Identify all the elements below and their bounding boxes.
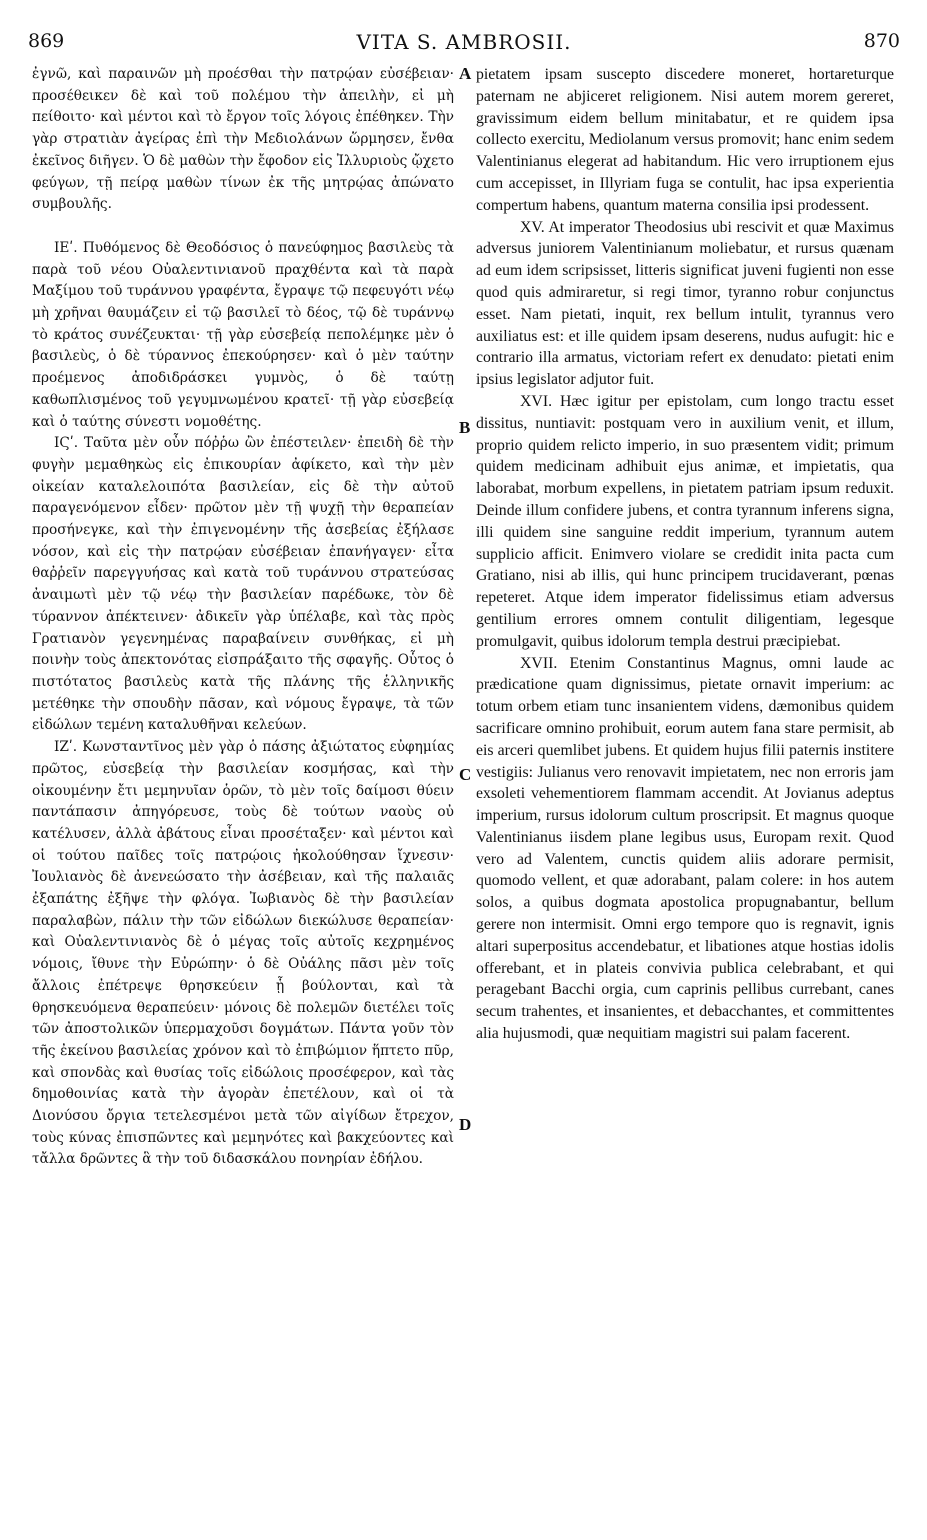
- greek-paragraph-1: ἐγνῶ, καὶ παραινῶν μὴ προέσθαι τὴν πατρῴαν εὐσέβειαν· προσέθεικεν δὲ καὶ τοῦ πολέμου τὴν ἀπειλὴν, εἰ μὴ πείθοιτο· καὶ μέντοι καὶ τὸ ἔργον τοῖς λόγοις ἐπέθηκεν. Τὴν γὰρ στρατιὰν ἀγείρας ἐπὶ τὴν Μεδιολάνων ὥρμησεν, ἔνθα ἐκεῖνος διῆγεν. Ὁ δὲ μαθὼν τὴν ἔφοδον εἰς Ἰλλυριοὺς ᾤχετο φεύγων, τῇ πείρᾳ μαθὼν τίνων ἐκ τῆς μητρῴας ἀπώνατο συμβουλῆς.: [32, 66, 454, 213]
- page-number-right: 870: [863, 30, 900, 52]
- latin-paragraph-16: XVI. Hæc igitur per epistolam, cum longo tractu esset dissitus, nuntiavit: postquam vero in auxilium venit, et illum, proprio quidem relicto imperio, in suo præsentem vidit; primum quidem medicinam adhibuit ejus animæ, et impietatis, qua laborabat, morbum expellens, in pietatem patriam ipsum reduxit. Deinde illum confidere jubens, et contra tyrannum inferens signa, illi quidem sine sanguine reddit imperium, tyrannum autem supplicio afficit. Enimvero violare se credidit inita pacta cum Gratiano, nisi ab illis, qui hunc principem trucidaverant, pœnas repeteret. Atque idem imperator fidelissimus etiam adversus gentilium errores omnem contulit diligentiam, legesque promulgavit, quibus idolorum templa destrui præcipiebat.: [476, 392, 894, 650]
- latin-paragraph-17: XVII. Etenim Constantinus Magnus, omni laude ac prædicatione quam dignissimus, pietate ornavit imperium: ac totum orbem etiam tunc insanientem videns, dæmonibus quidem sacrificare omnino prohibuit, eorum autem fana stare permisit, ab eis arceri quemlibet jubens. Et quidem hujus filii paternis institere vestigiis: Julianus vero renovavit impietatem, nec non erroris jam exsoleti vehementiorem flammam accendit. At Jovianus adeptus imperium, rursus idolorum cultum proscripsit. Et magnus quoque Valentinianus iisdem plane legibus usus, Europam rexit. Quod vero ad Valentem, cunctis quidem aliis adorare permisit, quomodo vellent, et quæ adorabant, palam colere: in hos autem solos, a quibus dogmata apostolica propugnabantur, bellum gerere non intermisit. Omni ergo tempore quo is regnavit, ignis altari superpositus accendebatur, et libationes atque hostias idolis offerebant, et in plateis convivia publica celebrabant, et qui peragebant Bacchi orgia, cum caprinis pellibus currebant, canes secum trahentes, et insanientes, et debacchantes, et committentes alia hujusmodi, quæ nequitiam magistri sui palam facerent.: [476, 654, 894, 1043]
- margin-letter-a: A: [459, 64, 472, 83]
- latin-column: [476, 64, 894, 1045]
- margin-letter-b: B: [459, 418, 471, 437]
- running-header: [28, 30, 900, 60]
- margin-letter-c: C: [459, 765, 472, 784]
- running-title: VITA S. AMBROSII.: [356, 30, 572, 54]
- page-number-left: 869: [28, 30, 65, 52]
- greek-paragraph-17: ΙΖʹ. Κωνσταντῖνος μὲν γὰρ ὁ πάσης ἀξιώτατος εὐφημίας πρῶτος, εὐσεβείᾳ τὴν βασιλείαν κοσμήσας, καὶ τὴν οἰκουμένην ἔτι μεμηνυῖαν ὁρῶν, τὸ μὲν τοῖς δαίμοσι θύειν παντάπασιν ἀπηγόρευσε, τοὺς δὲ τούτων ναοὺς οὐ κατέλυσεν, ἀλλὰ ἀβάτους εἶναι προσέταξεν· καὶ μέντοι καὶ οἱ τούτου παῖδες τοῖς πατρῴοις ἠκολούθησαν ἴχνεσιν· Ἰουλιανὸς δὲ ἀνενεώσατο τὴν ἀσέβειαν, καὶ τῆς παλαιᾶς ἐξαπάτης ἐξῆψε τὴν φλόγα. Ἰωβιανὸς δὲ τὴν βασιλείαν παραλαβὼν, πάλιν τὴν τῶν εἰδώλων διεκώλυσε θεραπείαν· καὶ Οὐαλεντινιανὸς δὲ ὁ μέγας τοῖς αὐτοῖς κεχρημένος νόμοις, ἴθυνε τὴν Εὐρώπην· ὁ δὲ Οὐάλης πᾶσι μὲν τοῖς ἄλλοις ἐπέτρεψε θρησκεύειν ᾗ βούλονται, καὶ τὰ θρησκευόμενα θεραπεύειν· μόνοις δὲ πολεμῶν διετέλει τοῖς τῶν ἀποστολικῶν ὑπερμαχοῦσι δογμάτων. Πάντα γοῦν τὸν τῆς ἐκείνου βασιλείας χρόνον καὶ τὸ ἐπιβώμιον ἥπτετο πῦρ, καὶ σπονδὰς καὶ θυσίας τοῖς εἰδώλοις προσέφερον, καὶ τὰς δημοθοινίας κατὰ τὴν ἀγορὰν ἐπετέλουν, καὶ οἱ τὰ Διονύσου ὄργια τετελεσμένοι μετὰ τῶν αἰγίδων ἔτρεχον, τοὺς κύνας ἐπισπῶντες καὶ μεμηνότες καὶ βακχεύοντες καὶ τἄλλα δρῶντες ἃ τὴν τοῦ διδασκάλου πονηρίαν ἐδήλου.: [32, 739, 454, 1168]
- greek-column: [32, 64, 454, 1171]
- margin-letter-d: D: [459, 1115, 472, 1134]
- latin-paragraph-15: XV. At imperator Theodosius ubi rescivit et quæ Maximus adversus juniorem Valentinianum moliebatur, et rursus quænam ad eum idem scripsisset, litteris significat juveni fugienti non esse quod quis admiraretur, si regi timor, tyranno robur conjunctus esset. Nam pietati, inquit, rex bellum intulit, tyrannus vero auxiliatus est: et ille quidem ipsam deserens, nudus aufugit: hic e contrario illa armatus, victoriam refert ex denudato: pietati enim ipsius legislator adjutor fuit.: [476, 218, 894, 389]
- greek-paragraph-16: ΙϚʹ. Ταῦτα μὲν οὖν πόῤῥω ὢν ἐπέστειλεν· ἐπειδὴ δὲ τὴν φυγὴν μεμαθηκὼς εἰς ἐπικουρίαν ἀφίκετο, καὶ τὴν μὲν οἰκείαν καταλελοιπότα βασιλείαν, εἰς δὲ τὴν αὐτοῦ παραγενόμενον εἶδεν· πρῶτον μὲν τῇ ψυχῇ τὴν θεραπείαν προσήνεγκε, καὶ τὴν ἐπιγενομένην τῆς ἀσεβείας ἐξήλασε νόσον, καὶ εἰς τὴν πατρῴαν εὐσέβειαν ἐπανήγαγεν· εἶτα θαῤῥεῖν παρεγγυήσας καὶ κατὰ τοῦ τυράννου στρατεύσας ἀναιμωτὶ μὲν τῷ νέῳ τὴν βασιλείαν παρέδωκε, τὸν δὲ τύραννον ἀπέκτεινεν· ἀδικεῖν γὰρ ὑπέλαβε, καὶ τὰς πρὸς Γρατιανὸν γεγενημένας παραβαίνειν συνθήκας, εἰ μὴ ποινὴν τοὺς ἀπεκτονότας εἰσπράξαιτο τῆς σφαγῆς. Οὗτος ὁ πιστότατος βασιλεὺς κατὰ τῆς πλάνης τῆς ἑλληνικῆς μετέθηκε τὴν σπουδὴν πᾶσαν, καὶ νόμους ἔγραψε, τὰ τῶν εἰδώλων τεμένη καταλυθῆναι κελεύων.: [32, 435, 454, 734]
- latin-paragraph-1: pietatem ipsam suscepto discedere moneret, hortareturque paternam ne abjiceret religionem. Nisi autem morem gereret, gravissimum eidem bellum minitabatur, et re quidem ipsa collecto exercitu, Mediolanum versus promovit; hanc enim sedem Valentinianus elegerat ad habitandum. Hic vero irruptionem ejus cum accepisset, in Illyriam fuga se contulit, hac ipsa experientia compertum habens, quantum materna consilia ipsi prodessent.: [476, 66, 894, 214]
- greek-paragraph-15: ΙΕʹ. Πυθόμενος δὲ Θεοδόσιος ὁ πανεύφημος βασιλεὺς τὰ παρὰ τοῦ νέου Οὐαλεντινιανοῦ πραχθέντα καὶ τὰ παρὰ Μαξίμου τοῦ τυράννου γραφέντα, ἔγραψε τῷ πεφευγότι νέῳ μὴ χρῆναι θαυμάζειν εἰ τῷ βασιλεῖ τὸ δέος, τῷ δὲ τυράννῳ τὸ κράτος συνέζευκται· τῇ γὰρ εὐσεβείᾳ πεπολέμηκε μὲν ὁ βασιλεὺς, ὁ δὲ τύραννος ἐπεκούρησεν· καὶ ὁ μὲν ταύτην προέμενος ἀποδιδράσκει γυμνὸς, ὁ δὲ ταύτῃ καθωπλισμένος τοῦ γεγυμνωμένου κρατεῖ· τῇ γὰρ εὐσεβείᾳ καὶ ὁ ταύτης σύνεστι νομοθέτης.: [32, 239, 454, 430]
